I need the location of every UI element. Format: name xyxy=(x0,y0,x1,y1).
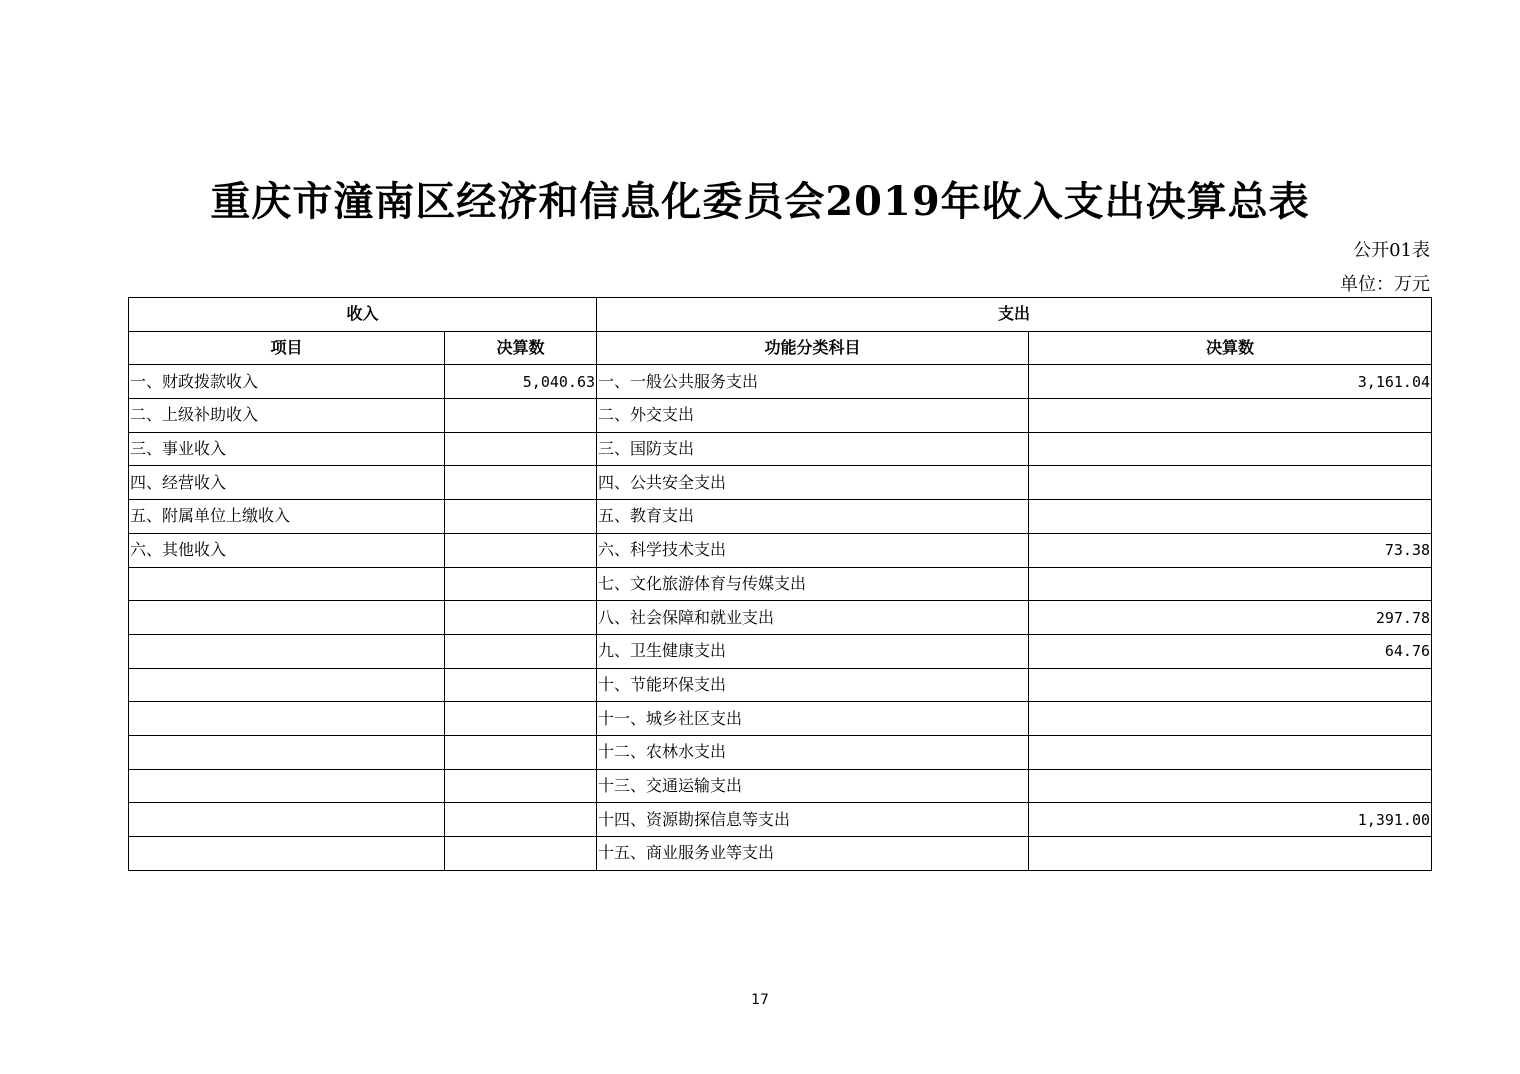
expense-item-cell: 十、节能环保支出 xyxy=(597,668,1029,702)
expense-amount-cell xyxy=(1029,702,1432,736)
expense-amount-cell xyxy=(1029,466,1432,500)
income-amount-cell xyxy=(445,837,597,871)
page-number: 17 xyxy=(751,992,769,1008)
income-amount-cell xyxy=(445,399,597,433)
expense-item-cell: 十五、商业服务业等支出 xyxy=(597,837,1029,871)
income-amount-cell xyxy=(445,668,597,702)
income-item-cell: 五、附属单位上缴收入 xyxy=(129,500,445,534)
table-row xyxy=(129,365,1432,399)
expense-item-cell: 三、国防支出 xyxy=(597,432,1029,466)
expense-item-cell: 十四、资源勘探信息等支出 xyxy=(597,803,1029,837)
income-item-cell: 二、上级补助收入 xyxy=(129,399,445,433)
expense-amount-cell: 64.76 xyxy=(1029,634,1432,668)
unit-label: 单位：万元 xyxy=(1340,274,1430,295)
table-row xyxy=(129,567,1432,601)
expense-amount-cell xyxy=(1029,500,1432,534)
expense-item-cell: 一、一般公共服务支出 xyxy=(597,365,1029,399)
income-amount-header: 决算数 xyxy=(445,331,597,365)
expense-item-cell: 四、公共安全支出 xyxy=(597,466,1029,500)
income-item-cell xyxy=(129,769,445,803)
table-body xyxy=(129,298,1432,871)
table-row xyxy=(129,500,1432,534)
expense-amount-cell xyxy=(1029,399,1432,433)
income-amount-cell xyxy=(445,466,597,500)
section-header-row xyxy=(129,298,1432,332)
income-item-cell: 六、其他收入 xyxy=(129,533,445,567)
income-item-cell: 四、经营收入 xyxy=(129,466,445,500)
expense-header: 支出 xyxy=(597,298,1432,332)
expense-amount-cell xyxy=(1029,668,1432,702)
table-row xyxy=(129,432,1432,466)
expense-item-cell: 十三、交通运输支出 xyxy=(597,769,1029,803)
table-row xyxy=(129,702,1432,736)
income-header: 收入 xyxy=(129,298,597,332)
expense-item-cell: 五、教育支出 xyxy=(597,500,1029,534)
income-amount-cell xyxy=(445,533,597,567)
income-item-cell xyxy=(129,567,445,601)
expense-item-cell: 十二、农林水支出 xyxy=(597,735,1029,769)
expense-item-cell: 二、外交支出 xyxy=(597,399,1029,433)
table-row xyxy=(129,668,1432,702)
income-item-cell: 一、财政拨款收入 xyxy=(129,365,445,399)
table-row xyxy=(129,399,1432,433)
table-row xyxy=(129,533,1432,567)
column-header-row xyxy=(129,331,1432,365)
income-amount-cell xyxy=(445,634,597,668)
expense-amount-header: 决算数 xyxy=(1029,331,1432,365)
expense-amount-cell: 1,391.00 xyxy=(1029,803,1432,837)
table-row xyxy=(129,769,1432,803)
page-title: 重庆市潼南区经济和信息化委员会2019年收入支出决算总表 xyxy=(210,178,1310,225)
income-item-cell xyxy=(129,702,445,736)
expense-item-cell: 六、科学技术支出 xyxy=(597,533,1029,567)
expense-amount-cell: 73.38 xyxy=(1029,533,1432,567)
income-amount-cell xyxy=(445,702,597,736)
expense-item-cell: 七、文化旅游体育与传媒支出 xyxy=(597,567,1029,601)
table-row xyxy=(129,803,1432,837)
table-row xyxy=(129,466,1432,500)
expense-item-cell: 十一、城乡社区支出 xyxy=(597,702,1029,736)
income-item-cell xyxy=(129,803,445,837)
income-amount-cell: 5,040.63 xyxy=(445,365,597,399)
expense-amount-cell xyxy=(1029,735,1432,769)
table-row xyxy=(129,601,1432,635)
expense-amount-cell xyxy=(1029,769,1432,803)
table-row xyxy=(129,837,1432,871)
income-item-cell xyxy=(129,634,445,668)
expense-amount-cell: 297.78 xyxy=(1029,601,1432,635)
table-row xyxy=(129,735,1432,769)
expense-amount-cell xyxy=(1029,432,1432,466)
income-amount-cell xyxy=(445,769,597,803)
income-item-header: 项目 xyxy=(129,331,445,365)
income-item-cell: 三、事业收入 xyxy=(129,432,445,466)
table-row xyxy=(129,634,1432,668)
table-code: 公开01表 xyxy=(1353,240,1430,261)
expense-amount-cell xyxy=(1029,567,1432,601)
income-amount-cell xyxy=(445,735,597,769)
income-amount-cell xyxy=(445,567,597,601)
income-amount-cell xyxy=(445,500,597,534)
income-item-cell xyxy=(129,601,445,635)
income-item-cell xyxy=(129,735,445,769)
income-amount-cell xyxy=(445,803,597,837)
expense-amount-cell: 3,161.04 xyxy=(1029,365,1432,399)
expense-item-cell: 八、社会保障和就业支出 xyxy=(597,601,1029,635)
budget-table xyxy=(128,297,1432,871)
income-item-cell xyxy=(129,837,445,871)
expense-item-cell: 九、卫生健康支出 xyxy=(597,634,1029,668)
expense-item-header: 功能分类科目 xyxy=(597,331,1029,365)
income-item-cell xyxy=(129,668,445,702)
income-amount-cell xyxy=(445,432,597,466)
expense-amount-cell xyxy=(1029,837,1432,871)
income-amount-cell xyxy=(445,601,597,635)
